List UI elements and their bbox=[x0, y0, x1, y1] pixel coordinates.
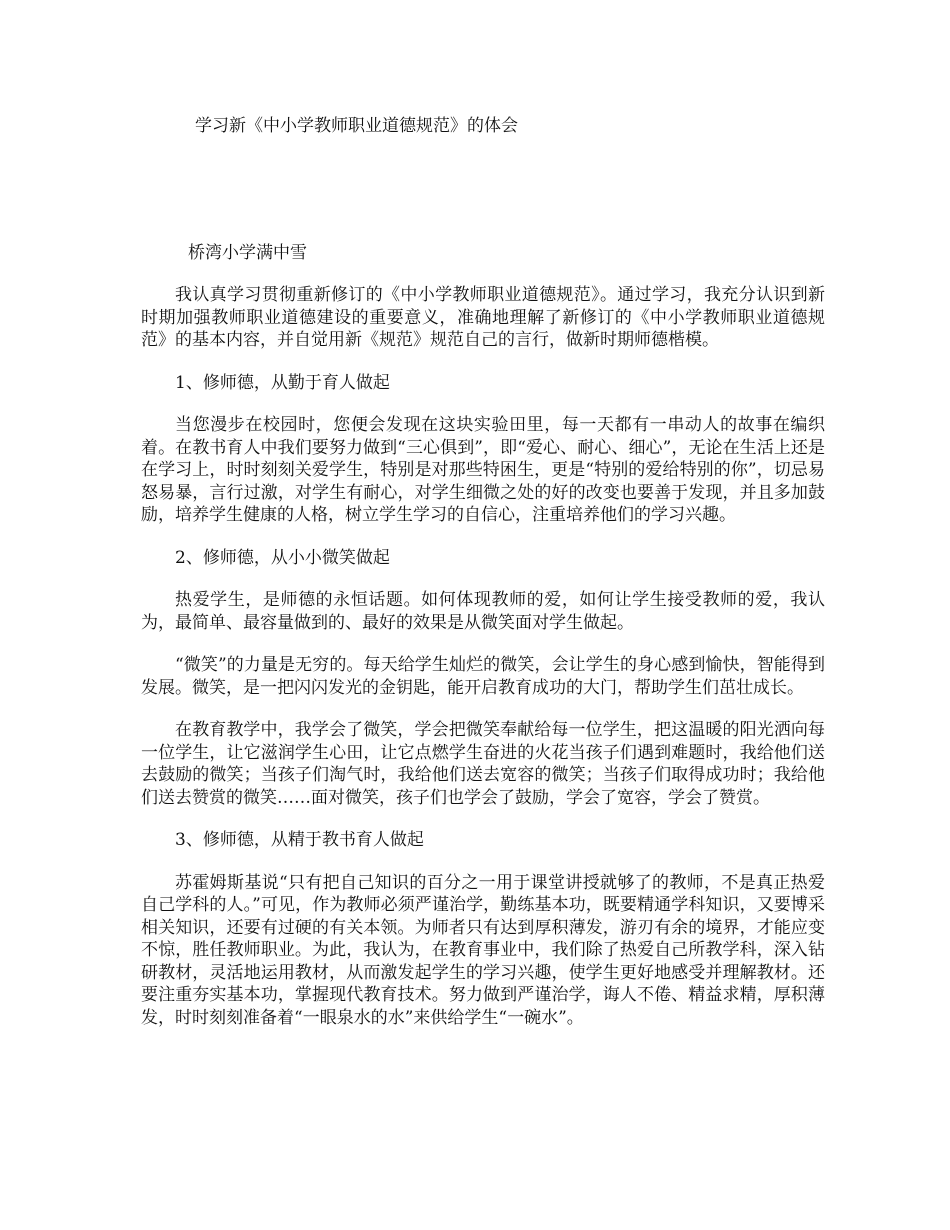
section-heading-1: 1、修师德，从勤于育人做起 bbox=[175, 372, 390, 393]
paragraph-section-3: 苏霍姆斯基说“只有把自己知识的百分之一用于课堂讲授就够了的教师，不是真正热爱自己学科的人。”可见，作为教师必须严谨治学，勤练基本功，既要精通学科知识，又要博采相关知识，还要有过硬的有关本领。为师者只有达到厚积薄发，游刃有余的境界，才能应变不惊，胜任教师职业。为此，我认为，在教育事业中，我们除了热爱自己所教学科，深入钻研教材，灵活地运用教材，从而激发起学生的学习兴趣，使学生更好地感受并理解教材。还要注重夯实基本功，掌握现代教育技术。努力做到严谨治学，诲人不倦、精益求精，厚积薄发，时时刻刻准备着“一眼泉水的水”来供给学生“一碗水”。 bbox=[141, 872, 825, 1028]
paragraph-intro: 我认真学习贯彻重新修订的《中小学教师职业道德规范》。通过学习，我充分认识到新时期加强教师职业道德建设的重要意义，准确地理解了新修订的《中小学教师职业道德规范》的基本内容，并自觉用新《规范》规范自己的言行，做新时期师德楷模。 bbox=[141, 285, 825, 350]
document-author: 桥湾小学满中雪 bbox=[188, 243, 307, 263]
paragraph-section-2c: 在教育教学中，我学会了微笑，学会把微笑奉献给每一位学生，把这温暖的阳光洒向每一位学生，让它滋润学生心田，让它点燃学生奋进的火花当孩子们遇到难题时，我给他们送去鼓励的微笑；当孩子们淘气时，我给他们送去宽容的微笑；当孩子们取得成功时；我给他们送去赞赏的微笑……面对微笑，孩子们也学会了鼓励，学会了宽容，学会了赞赏。 bbox=[141, 720, 825, 808]
document-body bbox=[141, 284, 825, 1049]
section-heading-3: 3、修师德，从精于教书育人做起 bbox=[175, 830, 424, 850]
paragraph-section-2a: 热爱学生，是师德的永恒话题。如何体现教师的爱，如何让学生接受教师的爱，我认为，最简单、最容量做到的、最好的效果是从微笑面对学生做起。 bbox=[141, 590, 825, 633]
paragraph-section-2b: “微笑”的力量是无穷的。每天给学生灿烂的微笑，会让学生的身心感到愉快，智能得到发展。微笑，是一把闪闪发光的金钥匙，能开启教育成功的大门，帮助学生们茁壮成长。 bbox=[141, 655, 825, 698]
section-heading-2: 2、修师德，从小小微笑做起 bbox=[175, 547, 390, 568]
document-title: 学习新《中小学教师职业道德规范》的体会 bbox=[195, 116, 518, 136]
paragraph-section-1: 当您漫步在校园时，您便会发现在这块实验田里，每一天都有一串动人的故事在编织着。在教书育人中我们要努力做到“三心俱到”，即“爱心、耐心、细心”，无论在生活上还是在学习上，时时刻刻关爱学生，特别是对那些特困生，更是“特别的爱给特别的你”，切忌易怒易暴，言行过激，对学生有耐心，对学生细微之处的好的改变也要善于发现，并且多加鼓励，培养学生健康的人格，树立学生学习的自信心，注重培养他们的学习兴趣。 bbox=[141, 415, 825, 525]
